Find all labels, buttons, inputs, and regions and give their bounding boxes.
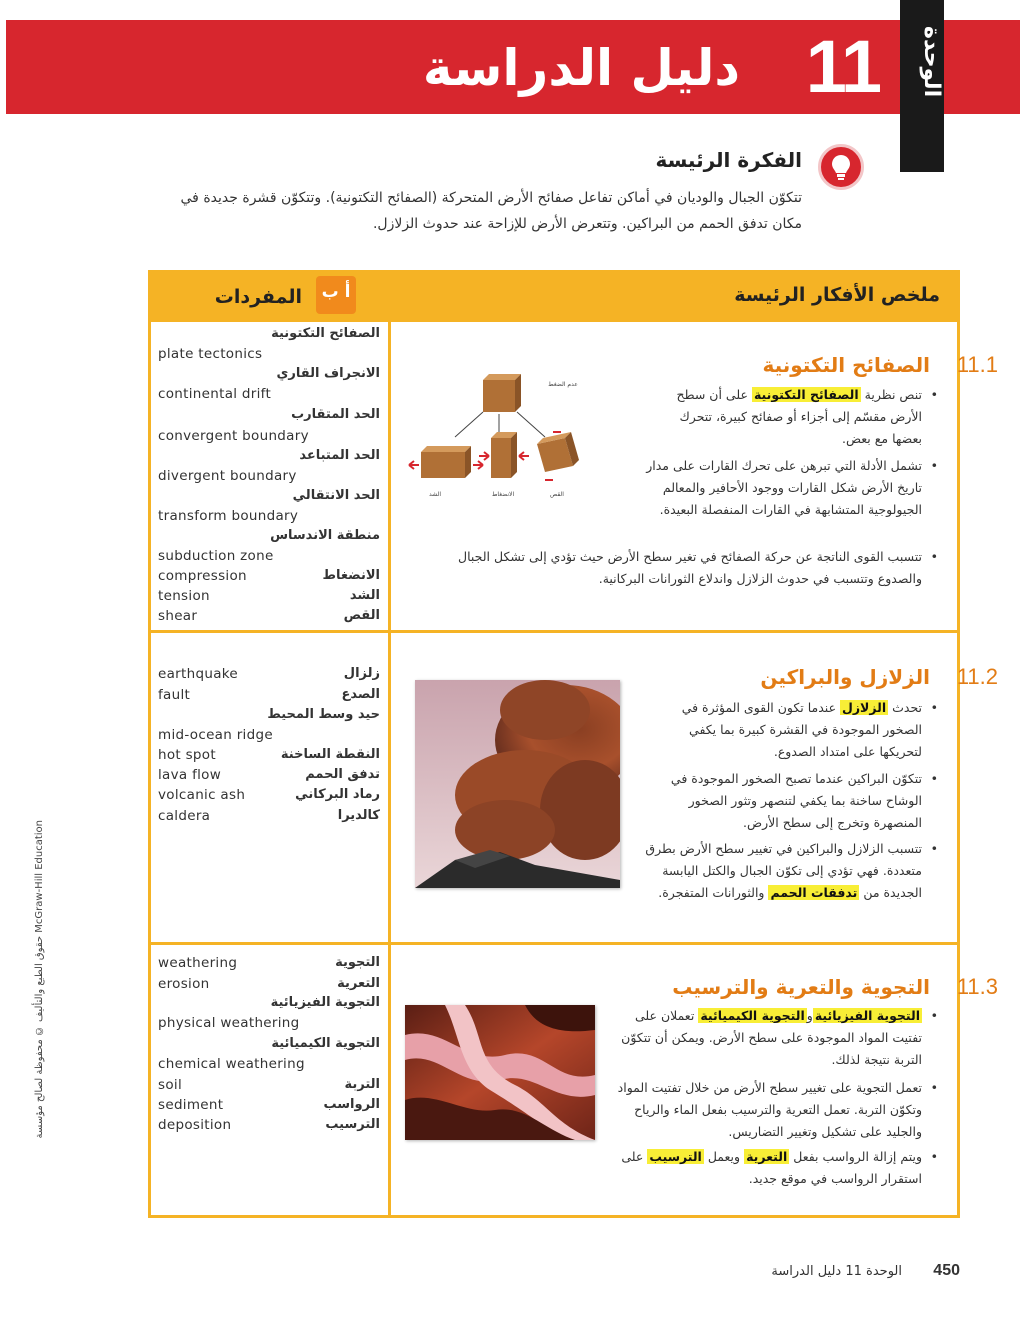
- vocab-item: [158, 976, 380, 996]
- vocab-arabic: منطقة الاندساس: [270, 528, 380, 543]
- vocab-item: [158, 468, 380, 488]
- highlight-term: التجوية الكيميائية: [700, 1008, 805, 1023]
- vocab-item: [158, 1077, 380, 1097]
- vocab-english: lava flow: [158, 767, 222, 783]
- vocabulary-icon: [316, 276, 356, 314]
- bullet-text: ويتم إزالة الرواسب بفعل: [793, 1149, 922, 1164]
- vocab-item: [158, 995, 380, 1015]
- highlight-term: التعرية: [746, 1149, 788, 1164]
- stress-diagram: [405, 372, 600, 502]
- vocab-item: [158, 608, 380, 628]
- bullet-text: تشمل الأدلة التي تبرهن على تحرك القارات على مدار تاريخ الأرض شكل القارات ووجود الأحافير والمعالم الجيولوجية المتشابهة في القارات المنفصلة البعيدة.: [646, 458, 922, 517]
- vocab-item: [158, 787, 380, 807]
- row-divider: [148, 630, 960, 633]
- vocab-english: hot spot: [158, 747, 216, 763]
- vocab-arabic: التجوية الكيميائية: [271, 1036, 380, 1051]
- vocab-item: [158, 727, 380, 747]
- vocab-arabic: تدفق الحمم: [305, 767, 380, 782]
- bullet-text: تعملان على تفتيت المواد الموجودة على سطح الأرض. ويمكن أن تتكوّن التربة نتيجة لذلك.: [621, 1008, 922, 1067]
- highlight-term: التجوية الفيزيائية: [814, 1008, 920, 1023]
- page-title: دليل الدراسة: [422, 39, 740, 97]
- vocab-item: [158, 1117, 380, 1137]
- vocab-item: [158, 955, 380, 975]
- bullet-point: [622, 455, 922, 521]
- vocab-arabic: الحد المتباعد: [299, 448, 380, 463]
- vocab-english: weathering: [158, 955, 238, 971]
- vocab-item: [158, 386, 380, 406]
- big-idea-title: الفكرة الرئيسة: [655, 148, 802, 172]
- vocab-english: continental drift: [158, 386, 272, 402]
- vocab-arabic: التجوية الفيزيائية: [270, 995, 380, 1010]
- bullet-text: تتسبب الزلازل والبراكين في تغيير سطح الأرض بطرق متعددة. فهي تؤدي إلى تكوّن الجبال والكتل اليابسة الجديدة من: [645, 841, 922, 900]
- unit-tab-label: الوحدة: [919, 26, 944, 98]
- bullet-text: عندما تكون القوى المؤثرة في الصخور الموجودة في القشرة كبيرة بما يكفي لتحريكها على امتداد الصدوع.: [681, 700, 922, 759]
- bullet-point: [652, 384, 922, 450]
- diagram-label-tension: الشد: [429, 491, 441, 498]
- vocab-english: chemical weathering: [158, 1056, 305, 1072]
- highlight-term: الزلازل: [842, 700, 887, 715]
- section-number: 11.1: [956, 352, 998, 377]
- vocab-english: shear: [158, 608, 198, 624]
- box-compression: [491, 432, 517, 478]
- bullet-text: تنص نظرية: [864, 387, 922, 402]
- big-idea-text: تتكوّن الجبال والوديان في أماكن تفاعل صفائح الأرض المتحركة (الصفائح التكتونية). وتتكوّن قشرة جديدة في مكان تدفق الحمم من البراكين. وتتعرض الأرض للإزاحة عند حدوث الزلازل.: [180, 190, 802, 232]
- bullet-text: تحدث: [892, 700, 922, 715]
- box-shear: [537, 432, 579, 472]
- vocab-english: deposition: [158, 1117, 232, 1133]
- vocab-item: [158, 407, 380, 427]
- section-title: الزلازل والبراكين: [760, 665, 930, 689]
- diagram-label-top: عدم الضغط: [548, 381, 578, 388]
- bullet-text: على استقرار الرواسب في موقع جديد.: [621, 1149, 922, 1186]
- vocab-arabic: الترسيب: [325, 1117, 380, 1132]
- vocab-english: compression: [158, 568, 247, 584]
- vocab-english: sediment: [158, 1097, 224, 1113]
- vocab-item: [158, 508, 380, 528]
- vocab-english: volcanic ash: [158, 787, 246, 803]
- vocab-arabic: التربة: [344, 1077, 380, 1092]
- vocab-item: [158, 366, 380, 386]
- vocab-english: divergent boundary: [158, 468, 297, 484]
- canyon-image: [405, 1005, 595, 1140]
- bullet-point: [602, 1005, 922, 1071]
- copyright-credit: [30, 820, 60, 1220]
- vocab-arabic: الانجراف القاري: [276, 366, 380, 381]
- vocab-english: physical weathering: [158, 1015, 300, 1031]
- bullet-text: على أن سطح الأرض مقسّم إلى أجزاء أو صفائح كبيرة، تتحرك بعضها مع بعض.: [676, 387, 922, 446]
- vocab-english: transform boundary: [158, 508, 299, 524]
- bullet-text: والثورانات المتفجرة.: [658, 885, 765, 900]
- vocab-item: [158, 326, 380, 346]
- vocab-english: convergent boundary: [158, 428, 309, 444]
- vocab-item: [158, 747, 380, 767]
- vocab-item: [158, 707, 380, 727]
- vocab-arabic: كالديرا: [337, 808, 380, 823]
- bullet-text: ويعمل: [707, 1149, 741, 1164]
- vocab-arabic: الانضغاط: [322, 568, 380, 583]
- vocab-item: [158, 548, 380, 568]
- vocab-item: [158, 687, 380, 707]
- vocab-english: tension: [158, 588, 210, 604]
- vocab-arabic: حيد وسط المحيط: [267, 707, 380, 722]
- diagram-label-compression: الانضغاط: [491, 491, 515, 498]
- unit-number: 11: [805, 25, 880, 108]
- box-top: [483, 374, 521, 412]
- vocabulary-heading: المفردات: [214, 286, 302, 308]
- column-divider: [388, 322, 391, 1218]
- vocab-arabic: زلزال: [343, 666, 380, 681]
- bullet-text: تعمل التجوية على تغيير سطح الأرض من خلال تفتيت المواد وتكوّن التربة. تعمل التعرية والترسيب بفعل الماء والرياح والجليد على تشكيل وتغيير التضاريس.: [617, 1080, 922, 1139]
- footer-text: الوحدة 11 دليل الدراسة: [771, 1264, 902, 1279]
- vocab-item: [158, 528, 380, 548]
- bullet-point: [640, 838, 922, 904]
- vocab-english: fault: [158, 687, 191, 703]
- bullet-text: تتكوّن البراكين عندما تصبح الصخور الموجودة في الوشاح ساخنة بما يكفي لتنصهر وتثور الصخور المنصهرة وتخرج إلى سطح الأرض.: [670, 771, 922, 830]
- section-number: 11.2: [956, 664, 998, 689]
- vocab-item: [158, 1015, 380, 1035]
- vocab-item: [158, 808, 380, 828]
- page-number: 450: [933, 1262, 960, 1279]
- vocabulary-icon-text: أ ب: [321, 282, 351, 302]
- vocab-item: [158, 1056, 380, 1076]
- vocab-item: [158, 346, 380, 366]
- vocab-item: [158, 1036, 380, 1056]
- vocab-arabic: الحد الانتقالي: [292, 488, 380, 503]
- row-divider: [148, 942, 960, 945]
- highlight-term: الصفائح التكتونية: [753, 387, 859, 402]
- vocab-item: [158, 767, 380, 787]
- vocab-item: [158, 666, 380, 686]
- vocab-arabic: النقطة الساخنة: [280, 747, 380, 762]
- vocab-item: [158, 448, 380, 468]
- vocab-arabic: التعرية: [337, 976, 380, 991]
- bullet-point: [612, 1077, 922, 1143]
- vocab-arabic: الصدع: [341, 687, 380, 702]
- bullet-text: و: [806, 1008, 813, 1023]
- bullet-point: [602, 1146, 922, 1190]
- bullet-point: [437, 546, 922, 590]
- vocab-item: [158, 488, 380, 508]
- bullet-text: تتسبب القوى الناتجة عن حركة الصفائح في تغير سطح الأرض حيث تؤدي إلى تشكل الجبال والصدوع وتتسبب في حدوث الزلازل واندلاع الثورانات البركانية.: [458, 549, 922, 586]
- vocab-item: [158, 428, 380, 448]
- vocab-arabic: الشد: [349, 588, 380, 603]
- vocab-item: [158, 568, 380, 588]
- vocab-english: soil: [158, 1077, 182, 1093]
- summary-heading: ملخص الأفكار الرئيسة: [734, 284, 940, 306]
- vocab-english: plate tectonics: [158, 346, 263, 362]
- vocab-arabic: الرواسب: [323, 1097, 380, 1112]
- bullet-point: [640, 768, 922, 834]
- vocab-english: caldera: [158, 808, 211, 824]
- diagram-label-shear: القص: [550, 491, 564, 498]
- section-number: 11.3: [956, 974, 998, 999]
- vocab-english: earthquake: [158, 666, 239, 682]
- bullet-point: [660, 697, 922, 763]
- vocab-english: subduction zone: [158, 548, 274, 564]
- box-tension: [421, 446, 471, 478]
- vocab-arabic: الصفائح التكتونية: [271, 326, 380, 341]
- volcano-image: [415, 680, 620, 888]
- highlight-term: الترسيب: [649, 1149, 702, 1164]
- highlight-term: تدفقات الحمم: [770, 885, 858, 900]
- vocab-arabic: الحد المتقارب: [291, 407, 380, 422]
- copyright-text: حقوق الطبع والتأليف © محفوظة لصالح مؤسسة McGraw-Hill Education: [34, 820, 45, 1139]
- vocab-arabic: القص: [343, 608, 380, 623]
- vocab-item: [158, 588, 380, 608]
- vocab-arabic: رماد البركاني: [295, 787, 380, 802]
- section-title: الصفائح التكتونية: [762, 353, 930, 377]
- unit-tab: [900, 0, 944, 172]
- section-title: التجوية والتعرية والترسيب: [672, 975, 930, 999]
- vocab-item: [158, 1097, 380, 1117]
- lightbulb-icon: [818, 144, 864, 190]
- vocab-arabic: التجوية: [335, 955, 380, 970]
- vocab-english: mid-ocean ridge: [158, 727, 273, 743]
- vocab-english: erosion: [158, 976, 210, 992]
